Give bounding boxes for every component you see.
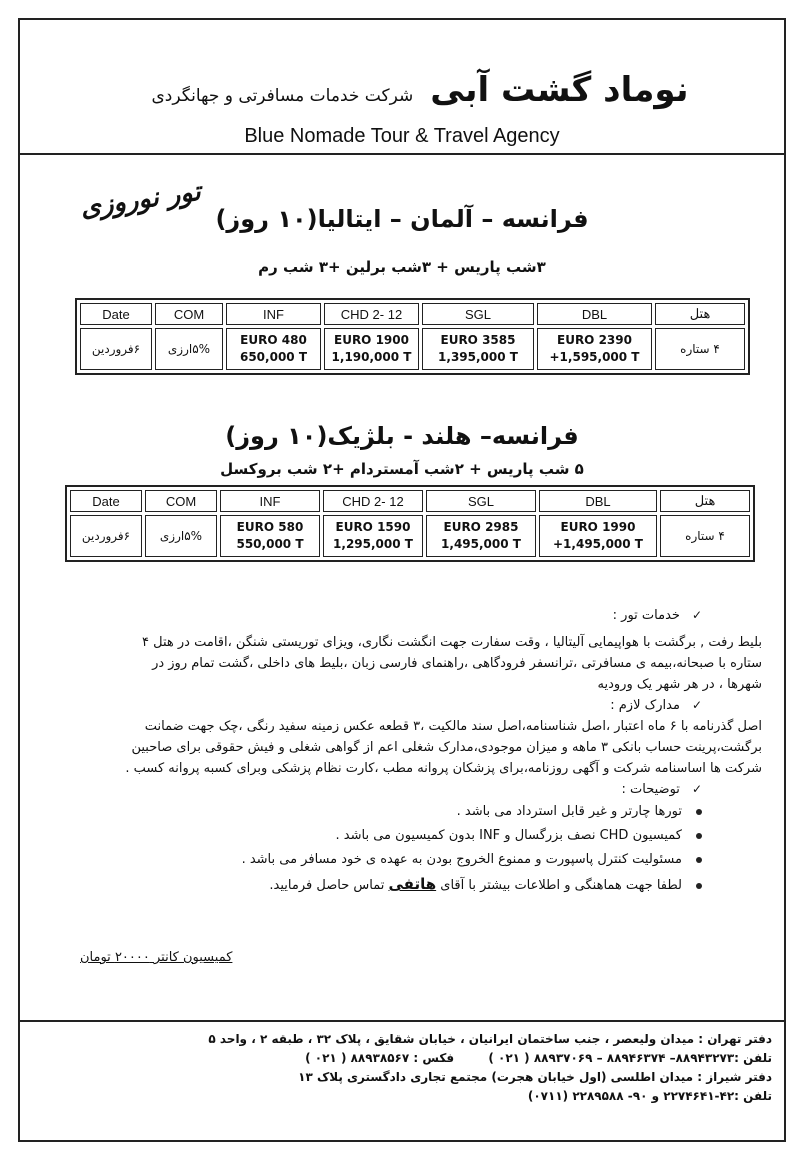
tehran-fax: فکس : ۸۸۹۳۸۵۶۷ ( ۰۲۱ ) — [305, 1051, 455, 1065]
notes-list — [40, 800, 702, 898]
table-header-row — [80, 303, 745, 325]
tour-1-title: فرانسه – آلمان – ایتالیا(۱۰ روز) — [215, 205, 589, 233]
list-item: مسئولیت کنترل پاسپورت و ممنوع الخروج بودن به عهده ی خود مسافر می باشد . — [40, 848, 702, 872]
col-inf: INF — [220, 490, 320, 512]
hotel-cell: ۴ ستاره — [660, 515, 750, 557]
documents-text: اصل گذرنامه با ۶ ماه اعتبار ،اصل شناسنامه،اصل سند مالکیت ،۳ قطعه عکس زمینه سفید رنگی ،چک جهت ضمانت برگشت،پرینت حساب بانکی ۳ ماهه و میزان موجودی،مدارک شغلی اعم از گواهی شغلی و فیش حقوقی برای صاحبین شرکت ها اساسنامه شرکت و آگهی روزنامه،برای پزشکان پروانه مطب ،کارت نظام پزشکی وبرای کسبه پروانه کسب . — [125, 719, 762, 776]
services-heading: ✓ خدمات تور : — [40, 605, 702, 626]
com-cell: ۵%ارزی — [145, 515, 217, 557]
counter-commission: کمیسیون کانتر ۲۰۰۰۰ تومان — [80, 950, 233, 965]
tour-2-price-table — [65, 485, 755, 562]
flyer-page — [18, 18, 786, 1142]
company-desc: شرکت خدمات مسافرتی و جهانگردی — [151, 86, 414, 106]
dbl-cell: 2390 EURO +1,595,000 T — [537, 328, 652, 370]
services-text: بلیط رفت , برگشت با هواپیمایی آلیتالیا ، وقت سفارت جهت انگشت نگاری، ویزای توریستی شنگن ،اقامت در هتل ۴ ستاره با صبحانه،بیمه ی مسافرتی ،ترانسفر فرودگاهی ،راهنمای فارسی زبان ،بلیط های داخلی ،گشت تمام روز در شهرها ، در هر شهر یک ورودیه — [142, 635, 762, 692]
inf-cell: 480 EURO 650,000 T — [226, 328, 321, 370]
documents-heading: ✓ مدارک لازم : — [40, 695, 702, 716]
table-row — [80, 328, 745, 370]
inf-cell: 580 EURO 550,000 T — [220, 515, 320, 557]
col-chd: CHD 2- 12 — [324, 303, 419, 325]
tehran-address: دفتر تهران : میدان ولیعصر ، جنب ساختمان ایرانیان ، خیابان شقایق ، پلاک ۳۲ ، طبقه ۲ ، واحد ۵ — [208, 1032, 772, 1046]
notes-heading: ✓ توضیحات : — [40, 779, 702, 800]
table-row — [70, 515, 750, 557]
col-com: COM — [155, 303, 223, 325]
tour-2-subtitle: ۵ شب پاریس + ۲شب آمستردام +۲ شب بروکسل — [220, 460, 584, 478]
col-sgl: SGL — [422, 303, 534, 325]
list-item: لطفا جهت هماهنگی و اطلاعات بیشتر با آقای هاتفی تماس حاصل فرمایید. — [40, 872, 702, 898]
chd-cell: 1590 EURO 1,295,000 T — [323, 515, 423, 557]
tour-2-title: فرانسه– هلند - بلژیک(۱۰ روز) — [225, 422, 579, 450]
table-header-row — [70, 490, 750, 512]
footer — [20, 1020, 784, 1106]
brand-line — [120, 70, 720, 110]
tour-1-subtitle: ۳شب پاریس + ۳شب برلین +۳ شب رم — [258, 258, 546, 276]
list-item: تورها چارتر و غیر قابل استرداد می باشد . — [40, 800, 702, 824]
dbl-cell: 1990 EURO +1,495,000 T — [539, 515, 657, 557]
hotel-cell: ۴ ستاره — [655, 328, 745, 370]
date-cell: ۶فروردین — [80, 328, 152, 370]
shiraz-address: دفتر شیراز : میدان اطلسی (اول خیابان هجرت) مجتمع تجاری دادگستری پلاک ۱۳ — [298, 1070, 772, 1084]
contact-name: هاتفی — [388, 875, 437, 893]
company-name-en: Blue Nomade Tour & Travel Agency — [244, 125, 560, 147]
col-date: Date — [80, 303, 152, 325]
chd-cell: 1900 EURO 1,190,000 T — [324, 328, 419, 370]
col-date: Date — [70, 490, 142, 512]
sgl-cell: 2985 EURO 1,495,000 T — [426, 515, 536, 557]
shiraz-phone: تلفن :۴۲-۲۲۷۴۶۴۱ و ۹۰- ۲۲۸۹۵۸۸ (۰۷۱۱) — [527, 1089, 772, 1103]
col-inf: INF — [226, 303, 321, 325]
header — [20, 20, 784, 155]
com-cell: ۵%ارزی — [155, 328, 223, 370]
col-sgl: SGL — [426, 490, 536, 512]
company-name: نوماد گشت آبی — [430, 70, 689, 110]
nowruz-label: تور نوروزی — [78, 176, 203, 224]
col-dbl: DBL — [537, 303, 652, 325]
sgl-cell: 3585 EURO 1,395,000 T — [422, 328, 534, 370]
list-item: کمیسیون CHD نصف بزرگسال و INF بدون کمیسیون می باشد . — [40, 824, 702, 848]
col-hotel: هتل — [655, 303, 745, 325]
col-dbl: DBL — [539, 490, 657, 512]
tour-1-price-table — [75, 298, 750, 375]
date-cell: ۶فروردین — [70, 515, 142, 557]
col-com: COM — [145, 490, 217, 512]
tehran-phone-line — [40, 1049, 772, 1068]
tehran-phone: تلفن :۸۸۹۴۳۲۷۳– ۸۸۹۴۶۳۷۴ – ۸۸۹۳۷۰۶۹ ( ۰۲۱ ) — [488, 1051, 772, 1065]
tour-details — [40, 605, 762, 898]
col-hotel: هتل — [660, 490, 750, 512]
col-chd: CHD 2- 12 — [323, 490, 423, 512]
